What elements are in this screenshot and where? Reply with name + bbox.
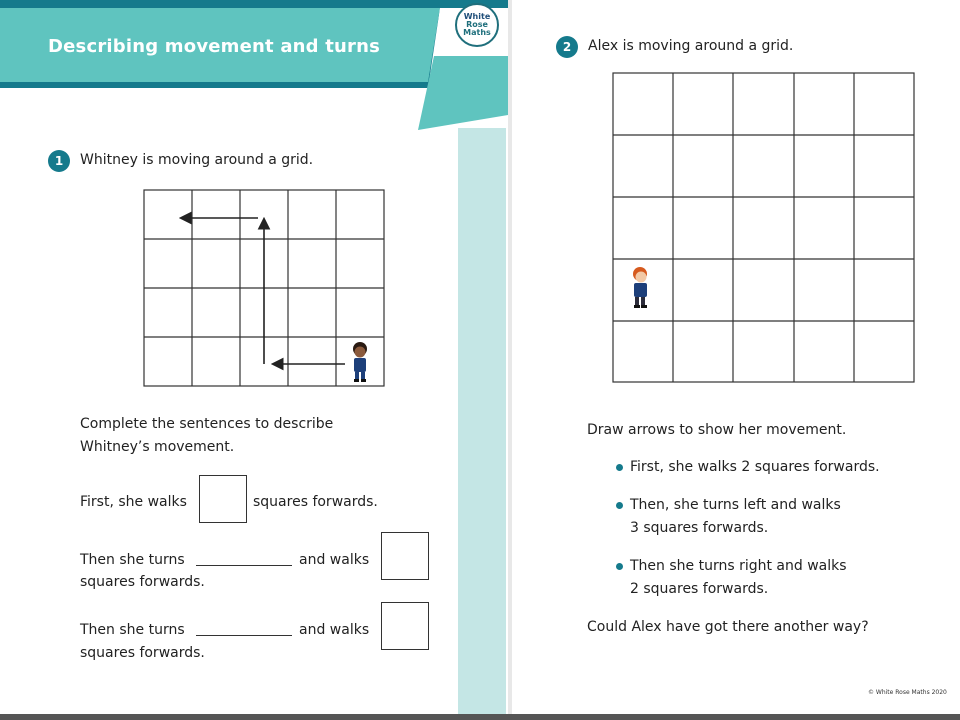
whitney-grid [140, 186, 390, 392]
alex-character [633, 267, 647, 308]
right-page [512, 0, 960, 716]
movement-arrows [182, 218, 345, 364]
sentence-1-start: First, she walks [80, 494, 187, 510]
sentence-3-answer-box[interactable] [381, 602, 429, 650]
question-2-prompt: Alex is moving around a grid. [588, 38, 794, 54]
sentence-2-end: squares forwards. [80, 574, 205, 590]
sentence-2-turn-line[interactable] [196, 565, 292, 566]
sentence-3-mid: and walks [299, 622, 370, 638]
sentence-3-start: Then she turns [80, 622, 185, 638]
alex-grid [610, 70, 920, 386]
q2-step-3-line-2: 2 squares forwards. [630, 581, 769, 597]
page-title: Describing movement and turns [48, 36, 381, 57]
bullet-2 [616, 502, 623, 509]
q1-instruction-line-1: Complete the sentences to describe [80, 416, 334, 432]
copyright-footer: © White Rose Maths 2020 [868, 689, 947, 696]
teal-side-strip [458, 128, 506, 716]
sentence-2-mid: and walks [299, 552, 370, 568]
q2-question: Could Alex have got there another way? [587, 619, 869, 635]
sentence-3-end: squares forwards. [80, 645, 205, 661]
question-1-number: 1 [48, 150, 70, 172]
q2-step-2-line-1: Then, she turns left and walks [630, 497, 841, 513]
bullet-1 [616, 464, 623, 471]
q2-step-3-line-1: Then she turns right and walks [630, 558, 847, 574]
q1-instruction-line-2: Whitney’s movement. [80, 439, 235, 455]
logo-line-1: White [463, 12, 491, 21]
sentence-1-end: squares forwards. [253, 494, 378, 510]
sentence-2-start: Then she turns [80, 552, 185, 568]
question-2-number: 2 [556, 36, 578, 58]
q2-step-2-line-2: 3 squares forwards. [630, 520, 769, 536]
sentence-2-answer-box[interactable] [381, 532, 429, 580]
logo-line-3: Maths [463, 28, 491, 37]
q2-step-1: First, she walks 2 squares forwards. [630, 459, 880, 475]
q2-instruction: Draw arrows to show her movement. [587, 422, 847, 438]
bottom-border [0, 714, 960, 720]
bullet-3 [616, 563, 623, 570]
header-banner [0, 0, 508, 140]
question-1-prompt: Whitney is moving around a grid. [80, 152, 314, 168]
sentence-3-turn-line[interactable] [196, 635, 292, 636]
whitney-character [353, 342, 367, 382]
sentence-1-answer-box[interactable] [199, 475, 247, 523]
logo-line-2: Rose [466, 20, 488, 29]
white-rose-maths-logo [455, 3, 499, 47]
